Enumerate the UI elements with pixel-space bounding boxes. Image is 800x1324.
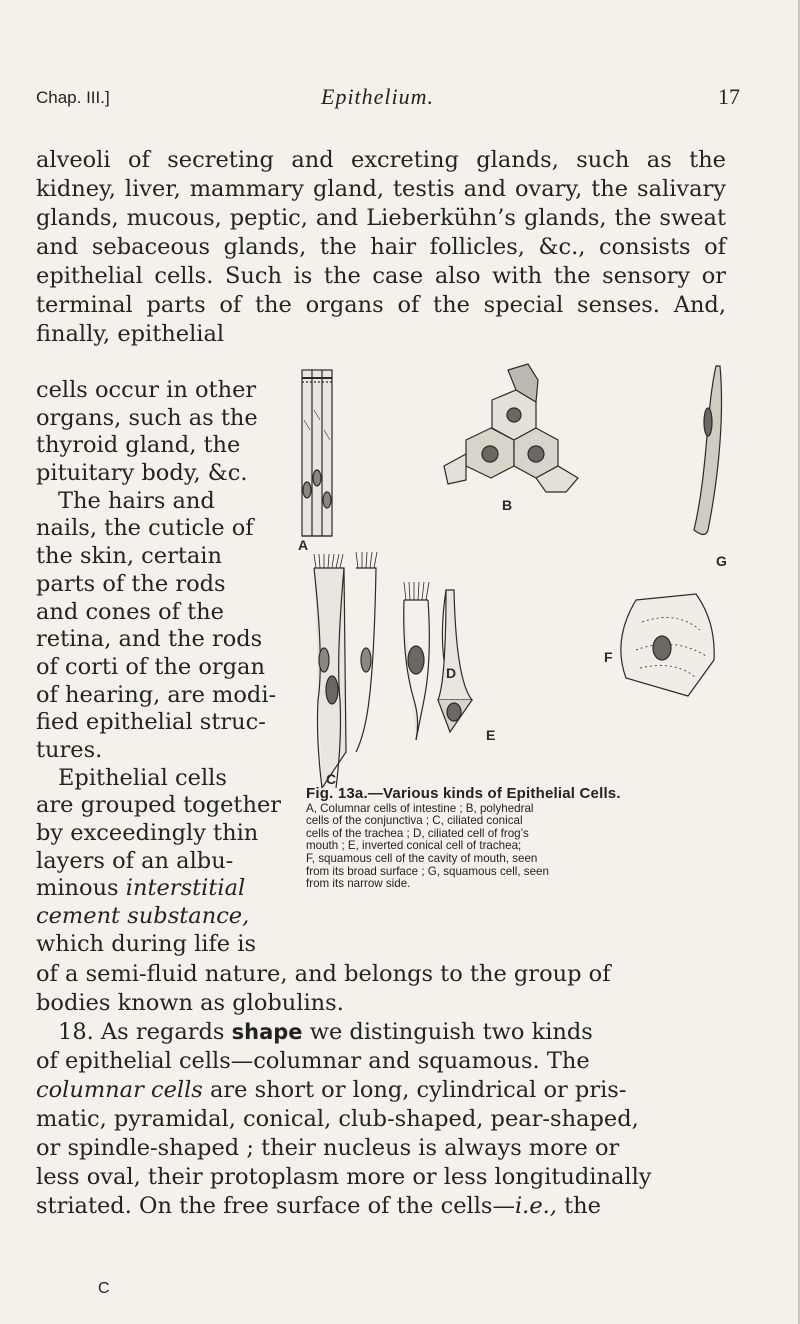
- text-line: of corti of the organ: [36, 653, 265, 680]
- figure-caption: [306, 785, 736, 891]
- text-line: of a semi-fluid nature, and belongs to the group of: [36, 961, 611, 987]
- chapter-label: Chap. III.]: [36, 88, 110, 107]
- figure-b-polyhedral-cells: [444, 364, 578, 492]
- text-fragment-italic: interstitial: [125, 875, 246, 902]
- figure-title: Fig. 13a.—Various kinds of Epithelial Cells.: [306, 785, 621, 802]
- text-line: parts of the rods: [36, 570, 226, 597]
- text-line: retina, and the rods: [36, 626, 263, 653]
- caption-line: F, squamous cell of the cavity of mouth, seen: [306, 851, 538, 865]
- label-c: C: [326, 771, 337, 787]
- text-fragment: minous: [36, 875, 119, 902]
- figure-a-columnar-cells: [302, 370, 332, 536]
- figure-caption-text: [306, 803, 736, 891]
- label-b: B: [502, 497, 513, 513]
- caption-line: cells of the trachea ; D, ciliated cell of frog’s: [306, 826, 529, 840]
- text-fragment: striated. On the free surface of the cells—: [36, 1193, 515, 1219]
- figure-e-inverted-conical: [438, 590, 472, 732]
- text-fragment: are short or long, cylindrical or pris-: [202, 1077, 627, 1103]
- text-fragment: the: [556, 1193, 601, 1219]
- text-line: by exceedingly thin: [36, 820, 259, 846]
- text-line: [36, 1192, 726, 1221]
- text-line: of epithelial cells—columnar and squamous. The: [36, 1048, 590, 1074]
- text-line: cells occur in other: [36, 377, 257, 403]
- text-fragment-italic: substance,: [127, 903, 250, 930]
- label-g: G: [716, 553, 727, 569]
- text-line: or spindle-shaped ; their nucleus is always more or: [36, 1135, 620, 1161]
- running-title: Epithelium.: [321, 84, 435, 109]
- figure-d-ciliated-cell: [404, 582, 430, 740]
- text-line: less oval, their protoplasm more or less longitudinally: [36, 1164, 652, 1190]
- text-line: are grouped together: [36, 792, 282, 819]
- page-number: 17: [718, 84, 740, 109]
- top-paragraph: alveoli of secreting and excreting glands, such as the kidney, liver, mammary gland, testis and ovary, the salivary glands, mucous, peptic, and Lieberkühn’s glands, the sweat and sebaceous glands, the hair follicles, &c., consists of epithelial cells. Such is the case also with the sensory or terminal parts of the organs of the special senses. And, finally, epithelial: [36, 147, 726, 347]
- text-line: nails, the cuticle of: [36, 515, 254, 542]
- label-f: F: [604, 649, 613, 665]
- text-line: [36, 903, 302, 931]
- text-line: and cones of the: [36, 598, 224, 625]
- label-d: D: [446, 665, 457, 681]
- label-e: E: [486, 727, 496, 743]
- text-line: tures.: [36, 736, 103, 763]
- figure-f-squamous-broad: [621, 594, 714, 696]
- text-fragment-italic: cement: [36, 903, 121, 930]
- running-header: [36, 82, 740, 116]
- text-line: The hairs and: [58, 487, 215, 514]
- caption-line: from its narrow side.: [306, 877, 411, 891]
- caption-line: cells of the conjunctiva ; C, ciliated conical: [306, 814, 523, 828]
- label-a: A: [298, 537, 309, 553]
- text-line: [36, 1076, 726, 1105]
- text-line: thyroid gland, the: [36, 432, 241, 459]
- text-line: Epithelial cells: [58, 764, 227, 791]
- text-line: the skin, certain: [36, 543, 222, 570]
- text-fragment-italic: i.e.,: [514, 1193, 557, 1219]
- keyword-shape: shape: [231, 1020, 303, 1044]
- text-fragment: 18. As regards: [58, 1019, 232, 1045]
- text-line: organs, such as the: [36, 404, 258, 431]
- figure-g-squamous-side: [694, 366, 722, 535]
- left-column-text: [36, 377, 302, 958]
- bottom-paragraph: [36, 960, 726, 1221]
- text-line: which during life is: [36, 930, 257, 957]
- text-line: layers of an albu-: [36, 847, 234, 874]
- text-line: [36, 875, 302, 903]
- text-line: pituitary body, &c.: [36, 460, 248, 487]
- text-line: matic, pyramidal, conical, club-shaped, pear-shaped,: [36, 1106, 639, 1132]
- text-line: [36, 1018, 726, 1047]
- signature-mark: C: [98, 1280, 110, 1297]
- text-fragment: we distinguish two kinds: [302, 1019, 593, 1045]
- text-line: fied epithelial struc-: [36, 709, 266, 736]
- figure-c-ciliated-conical: [314, 552, 377, 788]
- text-line: of hearing, are modi-: [36, 681, 277, 708]
- caption-line: A, Columnar cells of intestine ; B, polyhedral: [306, 801, 534, 815]
- caption-line: mouth ; E, inverted conical cell of trachea;: [306, 839, 522, 853]
- text-fragment-italic: columnar cells: [36, 1077, 203, 1103]
- caption-line: from its broad surface ; G, squamous cell, seen: [306, 864, 549, 878]
- text-line: bodies known as globulins.: [36, 990, 344, 1016]
- epithelial-cells-figure: [296, 360, 736, 790]
